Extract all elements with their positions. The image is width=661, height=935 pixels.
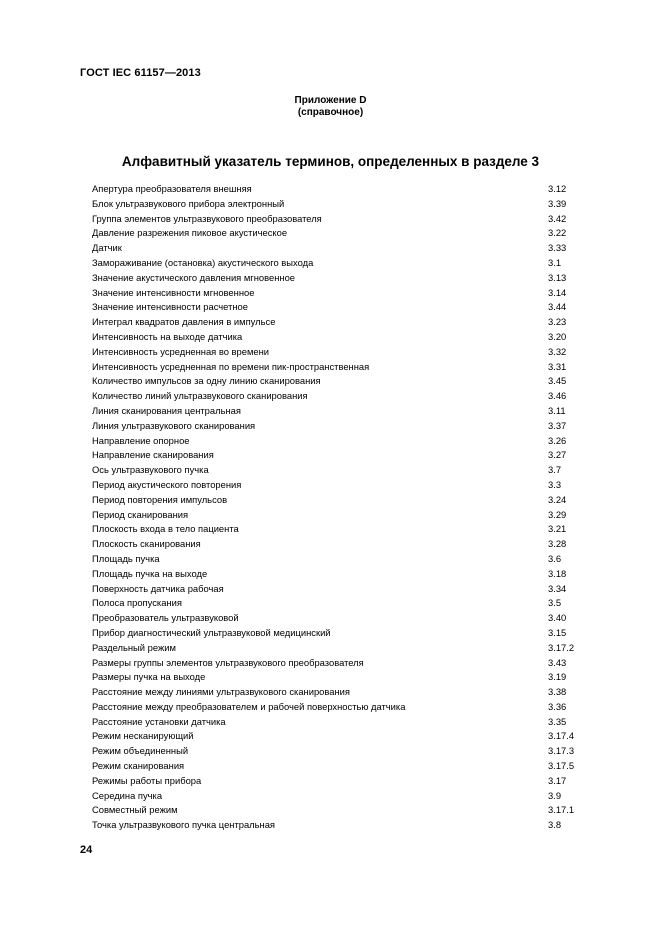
index-reference: 3.27 [548,449,567,461]
index-entry [92,537,584,552]
index-entry [92,774,584,789]
index-reference: 3.17.2 [548,641,575,653]
index-term: Поверхность датчика рабочая [92,582,224,594]
index-term: Апертура преобразователя внешняя [92,183,252,194]
index-term: Режим несканирующий [92,730,194,742]
index-entry [92,818,584,833]
index-entry [92,286,584,301]
index-term: Значение интенсивности мгновенное [92,286,255,298]
index-reference: 3.35 [548,715,567,727]
index-entry [92,478,584,493]
index-reference: 3.40 [548,612,567,624]
index-term: Замораживание (остановка) акустического выхода [92,256,314,268]
index-entry [92,434,584,449]
index-reference: 3.39 [548,197,567,209]
index-term: Группа элементов ультразвукового преобразователя [92,212,322,224]
appendix-heading [0,95,661,119]
index-reference: 3.20 [548,330,567,342]
index-entry [92,715,584,730]
index-reference: 3.17 [548,774,567,786]
index-reference: 3.14 [548,286,567,298]
index-term: Период акустического повторения [92,478,242,490]
index-term: Период сканирования [92,508,189,520]
index-term: Расстояние между линиями ультразвукового сканирования [92,686,350,698]
index-entry [92,567,584,582]
index-reference: 3.45 [548,375,567,387]
index-entry [92,508,584,523]
index-term: Точка ультразвукового пучка центральная [92,819,276,831]
term-index-list [92,182,584,833]
index-term: Блок ультразвукового прибора электронный [92,197,285,209]
index-term: Полоса пропускания [92,597,182,609]
index-term: Линия сканирования центральная [92,404,241,416]
index-term: Период повторения импульсов [92,493,228,505]
index-entry [92,611,584,626]
index-term: Ось ультразвукового пучка [92,464,209,476]
index-reference: 3.23 [548,316,567,328]
index-reference: 3.38 [548,686,567,698]
index-reference: 3.43 [548,656,567,668]
appendix-subtitle: (справочное) [297,107,364,118]
index-reference: 3.32 [548,345,567,357]
index-entry [92,670,584,685]
index-term: Датчик [92,242,122,254]
index-entry [92,522,584,537]
index-reference: 3.17.4 [548,730,575,742]
index-entry [92,212,584,227]
index-reference: 3.12 [548,183,567,194]
index-term: Площадь пучка [92,552,160,564]
index-reference: 3.29 [548,508,567,520]
index-entry [92,241,584,256]
index-reference: 3.31 [548,360,567,372]
index-entry [92,374,584,389]
index-term: Значение интенсивности расчетное [92,301,248,313]
index-term: Плоскость сканирования [92,538,201,550]
index-term: Количество линий ультразвукового сканирования [92,390,308,402]
index-reference: 3.28 [548,538,567,550]
index-entry [92,271,584,286]
index-entry [92,582,584,597]
index-term: Раздельный режим [92,641,176,653]
index-reference: 3.8 [548,819,562,831]
index-reference: 3.17.3 [548,745,575,757]
index-entry [92,803,584,818]
page-number: 24 [80,844,93,856]
index-reference: 3.21 [548,523,567,535]
index-reference: 3.17.1 [548,804,575,816]
index-reference: 3.26 [548,434,567,446]
index-term: Количество импульсов за одну линию сканирования [92,375,321,387]
index-entry [92,552,584,567]
index-reference: 3.37 [548,419,567,431]
index-reference: 3.17.5 [548,760,575,772]
index-term: Интенсивность на выходе датчика [92,330,243,342]
index-reference: 3.11 [548,404,566,416]
document-header: ГОСТ IEC 61157—2013 [80,67,201,79]
index-entry [92,626,584,641]
index-entry [92,493,584,508]
index-term: Преобразователь ультразвуковой [92,612,239,624]
index-reference: 3.15 [548,626,567,638]
index-entry [92,404,584,419]
index-reference: 3.18 [548,567,567,579]
index-entry [92,182,584,197]
index-reference: 3.19 [548,671,567,683]
index-reference: 3.42 [548,212,567,224]
index-entry [92,744,584,759]
index-term: Интенсивность усредненная во времени [92,345,270,357]
index-entry [92,226,584,241]
index-term: Режимы работы прибора [92,774,202,786]
index-term: Совместный режим [92,804,178,816]
index-entry [92,256,584,271]
index-entry [92,641,584,656]
index-term: Режим объединенный [92,745,189,757]
index-reference: 3.36 [548,700,567,712]
index-entry [92,789,584,804]
index-entry [92,360,584,375]
index-entry [92,700,584,715]
index-term: Размеры группы элементов ультразвукового преобразователя [92,656,364,668]
appendix-title: Приложение D [294,95,367,106]
index-term: Направление сканирования [92,449,214,461]
index-reference: 3.22 [548,227,567,239]
index-entry [92,300,584,315]
index-reference: 3.7 [548,464,562,476]
index-term: Плоскость входа в тело пациента [92,523,239,535]
index-entry [92,315,584,330]
index-entry [92,197,584,212]
index-term: Интеграл квадратов давления в импульсе [92,316,276,328]
index-term: Линия ультразвукового сканирования [92,419,256,431]
index-term: Прибор диагностический ультразвуковой медицинский [92,626,331,638]
index-term: Расстояние между преобразователем и рабочей поверхностью датчика [92,700,406,712]
index-term: Значение акустического давления мгновенное [92,271,295,283]
index-reference: 3.13 [548,271,567,283]
index-term: Направление опорное [92,434,190,446]
section-title: Алфавитный указатель терминов, определенных в разделе 3 [121,154,540,169]
index-reference: 3.9 [548,789,562,801]
index-term: Размеры пучка на выходе [92,671,206,683]
index-entry [92,330,584,345]
index-entry [92,389,584,404]
index-reference: 3.1 [548,256,562,268]
index-entry [92,685,584,700]
index-reference: 3.6 [548,552,562,564]
index-entry [92,419,584,434]
index-term: Середина пучка [92,789,163,801]
index-entry [92,596,584,611]
index-entry [92,463,584,478]
index-reference: 3.44 [548,301,567,313]
index-term: Площадь пучка на выходе [92,567,208,579]
index-reference: 3.46 [548,390,567,402]
index-entry [92,729,584,744]
index-reference: 3.5 [548,597,562,609]
index-entry [92,345,584,360]
index-entry [92,759,584,774]
index-term: Расстояние установки датчика [92,715,226,727]
index-reference: 3.3 [548,478,562,490]
index-entry [92,656,584,671]
index-entry [92,448,584,463]
index-term: Режим сканирования [92,760,185,772]
index-reference: 3.24 [548,493,567,505]
index-reference: 3.34 [548,582,567,594]
index-reference: 3.33 [548,242,567,254]
index-term: Интенсивность усредненная по времени пик-пространственная [92,360,370,372]
index-term: Давление разрежения пиковое акустическое [92,227,288,239]
